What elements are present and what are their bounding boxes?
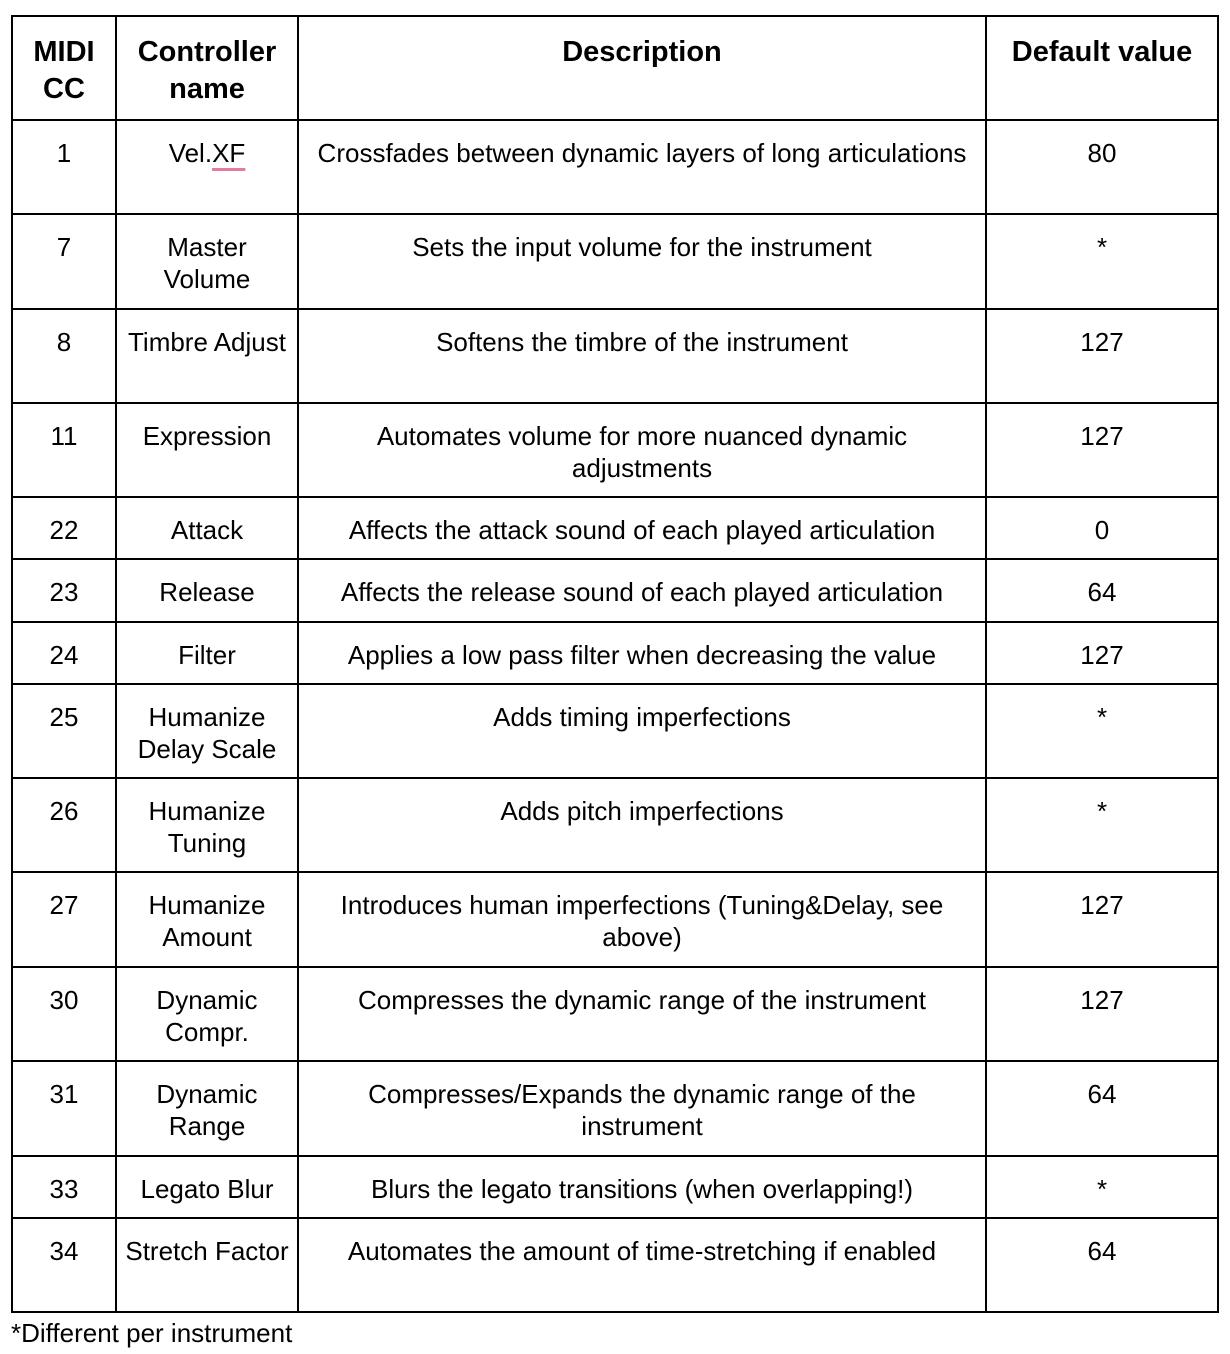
table-row — [12, 1061, 1218, 1156]
default-cell: 127 — [986, 967, 1218, 1061]
cc-cell: 27 — [12, 872, 116, 967]
cc-cell: 7 — [12, 214, 116, 309]
table-row — [12, 214, 1218, 309]
table-row — [12, 967, 1218, 1061]
footnote: *Different per instrument — [11, 1318, 293, 1348]
table-row — [12, 1218, 1218, 1312]
description-cell: Compresses/Expands the dynamic range of the instrument — [298, 1061, 986, 1156]
description-cell: Affects the attack sound of each played articulation — [298, 497, 986, 559]
default-cell: 127 — [986, 622, 1218, 684]
cc-cell: 23 — [12, 559, 116, 622]
header-controller-name: Controller name — [116, 16, 298, 120]
midi-cc-table — [11, 15, 1219, 1313]
table-row — [12, 1156, 1218, 1218]
name-prefix: Vel. — [168, 138, 213, 168]
default-cell: 127 — [986, 403, 1218, 497]
description-cell: Blurs the legato transitions (when overlapping!) — [298, 1156, 986, 1218]
table-row — [12, 309, 1218, 403]
table-row — [12, 403, 1218, 497]
name-cell: Humanize Delay Scale — [116, 684, 298, 778]
cc-cell: 25 — [12, 684, 116, 778]
table-row — [12, 622, 1218, 684]
cc-cell: 1 — [12, 120, 116, 214]
table-row — [12, 872, 1218, 967]
header-default-value: Default value — [986, 16, 1218, 120]
name-cell — [116, 120, 298, 214]
table-row — [12, 120, 1218, 214]
cc-cell: 11 — [12, 403, 116, 497]
name-cell: Dynamic Range — [116, 1061, 298, 1156]
name-cell: Master Volume — [116, 214, 298, 309]
name-cell: Legato Blur — [116, 1156, 298, 1218]
name-cell: Release — [116, 559, 298, 622]
description-cell: Softens the timbre of the instrument — [298, 309, 986, 403]
description-cell: Affects the release sound of each played articulation — [298, 559, 986, 622]
cc-cell: 8 — [12, 309, 116, 403]
default-cell: 64 — [986, 559, 1218, 622]
header-midi-cc: MIDI CC — [12, 16, 116, 120]
description-cell: Crossfades between dynamic layers of long articulations — [298, 120, 986, 214]
default-cell: 64 — [986, 1061, 1218, 1156]
table-row — [12, 778, 1218, 872]
description-cell: Automates the amount of time-stretching if enabled — [298, 1218, 986, 1312]
description-cell: Compresses the dynamic range of the instrument — [298, 967, 986, 1061]
table-row — [12, 497, 1218, 559]
default-cell: 127 — [986, 872, 1218, 967]
header-description: Description — [298, 16, 986, 120]
table-row — [12, 559, 1218, 622]
table-row — [12, 684, 1218, 778]
default-cell: 0 — [986, 497, 1218, 559]
name-cell: Expression — [116, 403, 298, 497]
name-cell: Stretch Factor — [116, 1218, 298, 1312]
description-cell: Automates volume for more nuanced dynamic adjustments — [298, 403, 986, 497]
description-cell: Sets the input volume for the instrument — [298, 214, 986, 309]
cc-cell: 34 — [12, 1218, 116, 1312]
cc-cell: 26 — [12, 778, 116, 872]
cc-cell: 24 — [12, 622, 116, 684]
description-cell: Applies a low pass filter when decreasing the value — [298, 622, 986, 684]
name-cell: Humanize Tuning — [116, 778, 298, 872]
default-cell: 80 — [986, 120, 1218, 214]
default-cell: * — [986, 684, 1218, 778]
default-cell: * — [986, 214, 1218, 309]
spellcheck-underlined-word: XF — [212, 138, 246, 168]
cc-cell: 33 — [12, 1156, 116, 1218]
default-cell: 64 — [986, 1218, 1218, 1312]
name-cell: Attack — [116, 497, 298, 559]
description-cell: Introduces human imperfections (Tuning&Delay, see above) — [298, 872, 986, 967]
header-row — [12, 16, 1218, 120]
name-cell: Humanize Amount — [116, 872, 298, 967]
default-cell: * — [986, 1156, 1218, 1218]
name-cell: Filter — [116, 622, 298, 684]
description-cell: Adds timing imperfections — [298, 684, 986, 778]
default-cell: 127 — [986, 309, 1218, 403]
name-cell: Timbre Adjust — [116, 309, 298, 403]
cc-cell: 30 — [12, 967, 116, 1061]
default-cell: * — [986, 778, 1218, 872]
cc-cell: 31 — [12, 1061, 116, 1156]
description-cell: Adds pitch imperfections — [298, 778, 986, 872]
name-cell: Dynamic Compr. — [116, 967, 298, 1061]
cc-cell: 22 — [12, 497, 116, 559]
